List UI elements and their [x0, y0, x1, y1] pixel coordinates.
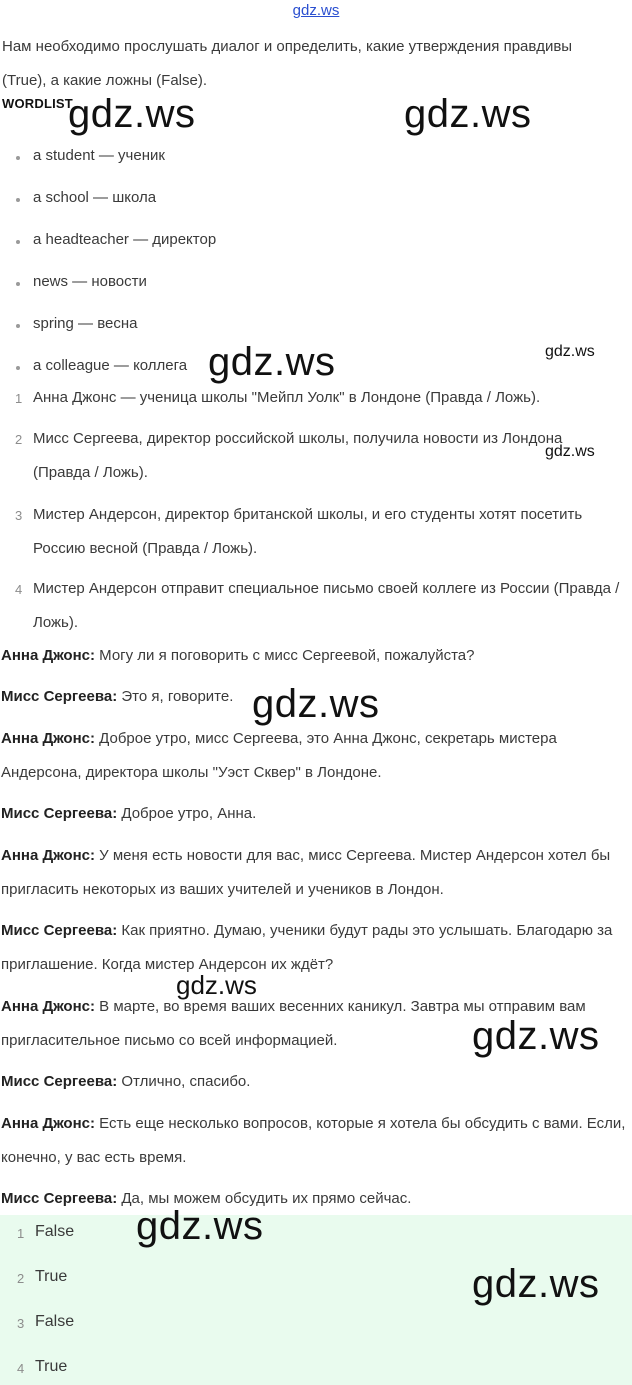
answer-text: False [35, 1313, 75, 1330]
dialogue-line [1, 639, 627, 673]
watermark: gdz.ws [252, 682, 380, 726]
wordlist-item: a school — школа [33, 189, 157, 206]
dialogue-text: В марте, во время ваших весенних каникул. Завтра мы отправим вам пригласительное письмо со всей информацией. [1, 998, 586, 1049]
dialogue-line [1, 1107, 627, 1175]
dialogue-line [1, 722, 627, 790]
dialogue-text: Доброе утро, мисс Сергеева, это Анна Джонс, секретарь мистера Андерсона, директора школы "Уэст Сквер" в Лондоне. [1, 730, 557, 781]
speaker-name: Мисс Сергеева: [1, 1190, 118, 1207]
dialogue-text: Могу ли я поговорить с мисс Сергеевой, пожалуйста? [99, 647, 475, 664]
dialogue-line [1, 797, 627, 831]
wordlist-item: a headteacher — директор [33, 231, 217, 248]
speaker-name: Мисс Сергеева: [1, 805, 118, 822]
dialogue-text: Как приятно. Думаю, ученики будут рады это услышать. Благодарю за приглашение. Когда мистер Андерсон их ждёт? [1, 922, 613, 973]
dialogue-text: Отлично, спасибо. [121, 1073, 251, 1090]
dialogue-text: Да, мы можем обсудить их прямо сейчас. [121, 1190, 412, 1207]
answer-number: 1 [17, 1226, 25, 1241]
watermark: gdz.ws [472, 1014, 600, 1058]
speaker-name: Мисс Сергеева: [1, 1073, 118, 1090]
dialogue-line [1, 1182, 627, 1216]
watermark: gdz.ws [176, 970, 257, 1000]
dialogue-line [1, 914, 627, 982]
statement-text: Мистер Андерсон отправит специальное письмо своей коллеге из России (Правда / Ложь). [33, 580, 620, 631]
watermark: gdz.ws [472, 1262, 600, 1306]
watermark: gdz.ws [68, 92, 196, 136]
bullet-icon [16, 156, 20, 160]
bullet-icon [16, 324, 20, 328]
wordlist-item: news — новости [33, 273, 147, 290]
statement-text: Мисс Сергеева, директор российской школы, получила новости из Лондона (Правда / Ложь). [33, 430, 563, 481]
bullet-icon [16, 282, 20, 286]
speaker-name: Анна Джонс: [1, 847, 95, 864]
bullet-icon [16, 366, 20, 370]
wordlist-item: spring — весна [33, 315, 138, 332]
speaker-name: Анна Джонс: [1, 1115, 95, 1132]
answer-text: False [35, 1223, 75, 1240]
wordlist-heading: WORDLIST [2, 96, 73, 111]
statement-text: Анна Джонс — ученица школы "Мейпл Уолк" в Лондоне (Правда / Ложь). [33, 389, 541, 406]
wordlist-item: a student — ученик [33, 147, 165, 164]
speaker-name: Анна Джонс: [1, 998, 95, 1015]
statement-number: 1 [15, 391, 23, 406]
speaker-name: Анна Джонс: [1, 730, 95, 747]
speaker-name: Мисс Сергеева: [1, 922, 118, 939]
watermark: gdz.ws [208, 340, 336, 384]
dialogue-text: Есть еще несколько вопросов, которые я хотела бы обсудить с вами. Если, конечно, у вас есть время. [1, 1115, 626, 1166]
statement-number: 4 [15, 582, 23, 597]
speaker-name: Мисс Сергеева: [1, 688, 118, 705]
statement-number: 3 [15, 508, 23, 523]
watermark: gdz.ws [545, 343, 595, 360]
dialogue-text: Доброе утро, Анна. [121, 805, 257, 822]
dialogue-line [1, 1065, 627, 1099]
dialogue-line [1, 839, 627, 907]
task-intro: Нам необходимо прослушать диалог и определить, какие утверждения правдивы (True), а какие ложны (False). [2, 38, 573, 89]
statement-number: 2 [15, 432, 23, 447]
watermark: gdz.ws [136, 1204, 264, 1248]
bullet-icon [16, 198, 20, 202]
dialogue-text: У меня есть новости для вас, мисс Сергеева. Мистер Андерсон хотел бы пригласить некоторых из ваших учителей и учеников в Лондон. [1, 847, 611, 898]
speaker-name: Анна Джонс: [1, 647, 95, 664]
dialogue-text: Это я, говорите. [121, 688, 234, 705]
statement-text: Мистер Андерсон, директор британской школы, и его студенты хотят посетить Россию весной (Правда / Ложь). [33, 506, 583, 557]
watermark: gdz.ws [404, 92, 532, 136]
bullet-icon [16, 240, 20, 244]
wordlist-item: a colleague — коллега [33, 357, 188, 374]
answer-number: 3 [17, 1316, 25, 1331]
answer-text: True [35, 1358, 68, 1375]
answer-number: 4 [17, 1361, 25, 1376]
answer-number: 2 [17, 1271, 25, 1286]
top-watermark-link[interactable]: gdz.ws [292, 2, 340, 19]
watermark: gdz.ws [545, 443, 595, 460]
answer-text: True [35, 1268, 68, 1285]
